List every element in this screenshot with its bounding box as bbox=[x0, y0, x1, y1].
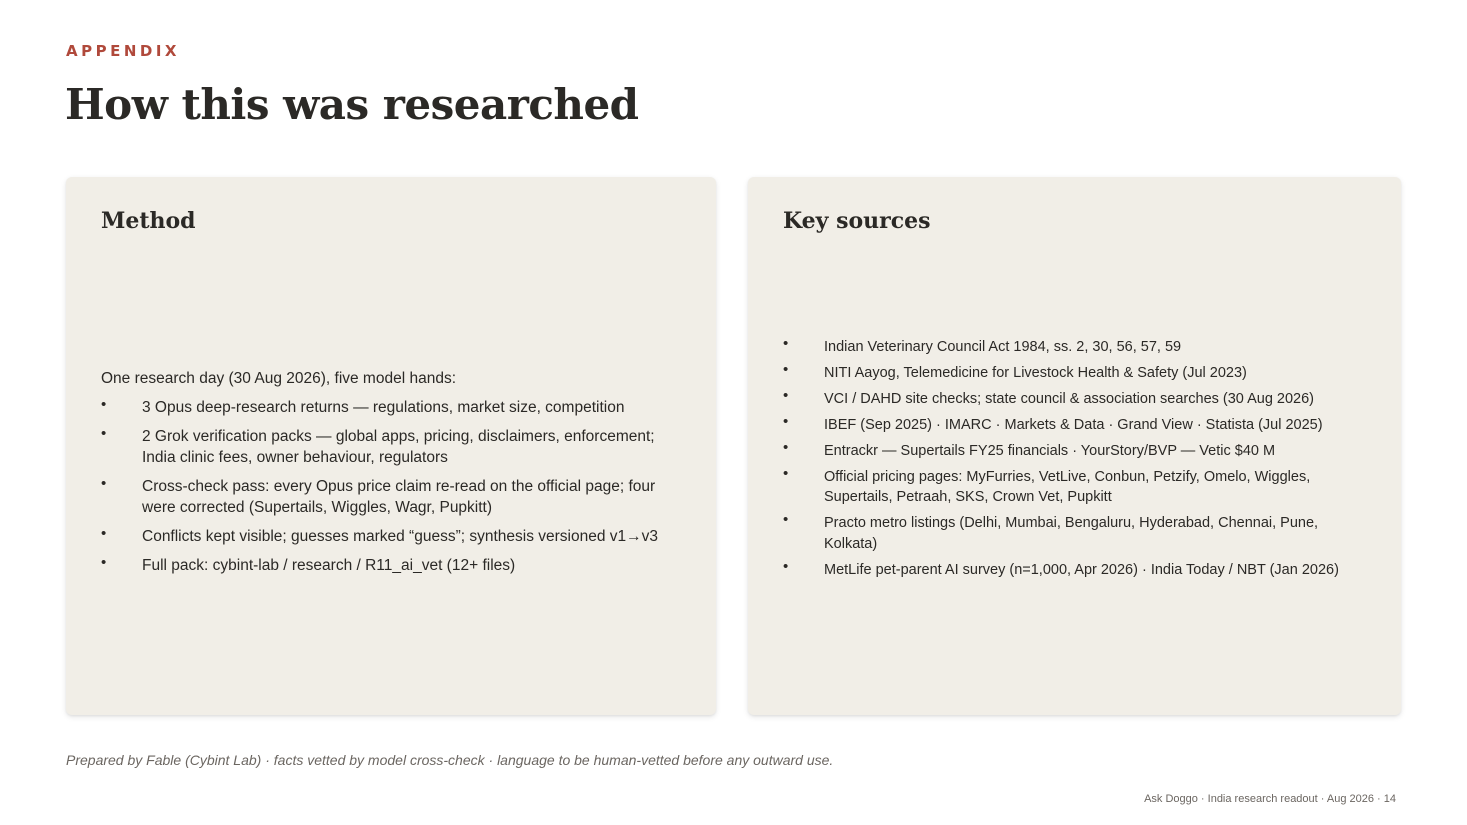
source-list-item bbox=[783, 334, 1371, 358]
method-item-text: Full pack: cybint-lab / research / R11_ai_vet (12+ files) bbox=[142, 557, 516, 574]
method-list-item bbox=[101, 476, 686, 518]
source-item-text: MetLife pet-parent AI survey (n=1,000, Apr 2026) · India Today / NBT (Jan 2026) bbox=[824, 561, 1339, 578]
method-heading: Method bbox=[101, 208, 196, 234]
method-list-item bbox=[101, 397, 686, 418]
section-eyebrow: APPENDIX bbox=[66, 42, 180, 60]
method-list bbox=[101, 397, 686, 576]
footnote: Prepared by Fable (Cybint Lab) · facts vetted by model cross-check · language to be human-vetted before any outward use. bbox=[66, 752, 834, 768]
bullet-icon: • bbox=[783, 464, 789, 482]
source-list-item bbox=[783, 386, 1371, 410]
source-item-text: Official pricing pages: MyFurries, VetLive, Conbun, Petzify, Omelo, Wiggles, Supertails, Petraah, SKS, Crown Vet, Pupkitt bbox=[824, 468, 1311, 505]
bullet-icon: • bbox=[783, 557, 789, 575]
method-body bbox=[101, 247, 686, 685]
source-list-item bbox=[783, 438, 1371, 462]
sources-body bbox=[783, 247, 1371, 685]
source-item-text: Entrackr — Supertails FY25 financials · YourStory/BVP — Vetic $40 M bbox=[824, 442, 1276, 459]
method-item-text: Conflicts kept visible; guesses marked “guess”; synthesis versioned v1→v3 bbox=[142, 528, 659, 545]
source-item-text: Practo metro listings (Delhi, Mumbai, Bengaluru, Hyderabad, Chennai, Pune, Kolkata) bbox=[824, 515, 1319, 552]
bullet-icon: • bbox=[101, 425, 107, 442]
source-item-text: NITI Aayog, Telemedicine for Livestock Health & Safety (Jul 2023) bbox=[824, 364, 1247, 381]
method-list-item bbox=[101, 526, 686, 547]
source-item-text: VCI / DAHD site checks; state council & association searches (30 Aug 2026) bbox=[824, 390, 1315, 407]
bullet-icon: • bbox=[783, 412, 789, 430]
bullet-icon: • bbox=[101, 475, 107, 492]
source-list-item bbox=[783, 513, 1371, 554]
bullet-icon: • bbox=[783, 360, 789, 378]
page-footer-label: Ask Doggo · India research readout · Aug 2026 · 14 bbox=[1144, 793, 1396, 805]
method-list-item bbox=[101, 555, 686, 576]
page-title: How this was researched bbox=[65, 80, 639, 129]
method-item-text: 2 Grok verification packs — global apps, pricing, disclaimers, enforcement; India clinic fees, owner behaviour, regulators bbox=[142, 428, 655, 466]
method-item-text: 3 Opus deep-research returns — regulations, market size, competition bbox=[142, 399, 625, 416]
bullet-icon: • bbox=[101, 396, 107, 413]
source-list-item bbox=[783, 360, 1371, 384]
sources-list bbox=[783, 334, 1371, 586]
sources-card bbox=[748, 177, 1401, 715]
bullet-icon: • bbox=[783, 334, 789, 352]
source-list-item bbox=[783, 464, 1371, 508]
method-intro: One research day (30 Aug 2026), five model hands: bbox=[101, 370, 456, 387]
method-list-item bbox=[101, 426, 686, 468]
bullet-icon: • bbox=[101, 554, 107, 571]
method-item-text: Cross-check pass: every Opus price claim re-read on the official page; four were corrected (Supertails, Wiggles, Wagr, Pupkitt) bbox=[142, 478, 656, 516]
source-list-item bbox=[783, 412, 1371, 436]
source-item-text: Indian Veterinary Council Act 1984, ss. 2, 30, 56, 57, 59 bbox=[824, 338, 1182, 355]
bullet-icon: • bbox=[783, 438, 789, 456]
source-item-text: IBEF (Sep 2025) · IMARC · Markets & Data · Grand View · Statista (Jul 2025) bbox=[824, 416, 1323, 433]
bullet-icon: • bbox=[783, 511, 789, 528]
method-card bbox=[66, 177, 716, 715]
source-list-item bbox=[783, 557, 1371, 581]
sources-heading: Key sources bbox=[783, 208, 931, 234]
bullet-icon: • bbox=[101, 525, 107, 542]
bullet-icon: • bbox=[783, 386, 789, 404]
